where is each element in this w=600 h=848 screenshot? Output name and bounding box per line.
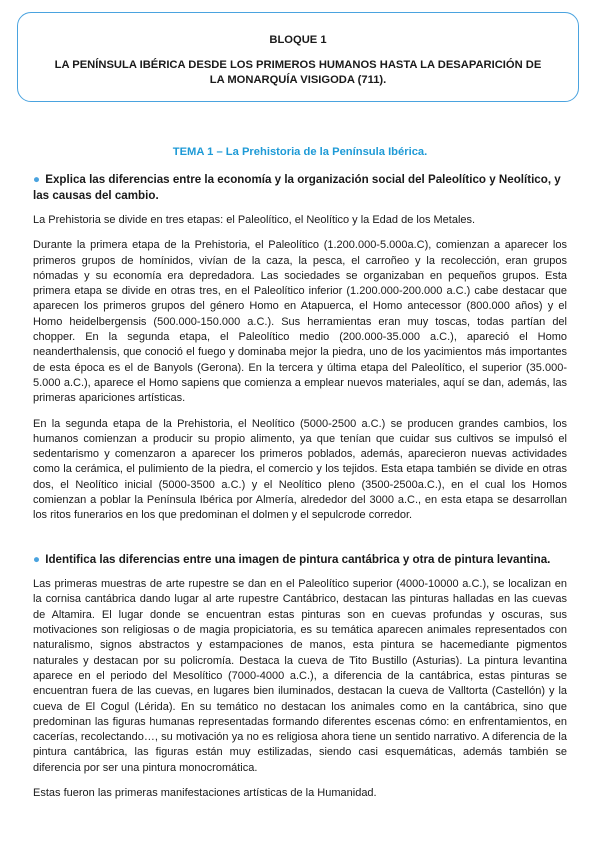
block-label: BLOQUE 1	[269, 34, 327, 46]
topic-title: TEMA 1 – La Prehistoria de la Península Ibérica.	[172, 146, 428, 158]
paragraph: Las primeras muestras de arte rupestre se dan en el Paleolítico superior (4000-10000 a.C.), se localizan en la cornisa cantábrica dando lugar al arte rupestre Cantábrico, destacan las pinturas halladas en las cuevas de Altamira. El lugar donde se encuentran estas pinturas son en cuevas profundas y oscuras, sus motivaciones son religiosas o de magia propiciatoria, es su temática aparecen animales representados con naturalismo, signos abstractos y estampaciones de manos, esta pintura se hacemediante pigmentos naturales y destacan por su policromía. Destaca la cueva de Tito Bustillo (Asturias). La pintura levantina aparece en el periodo del Mesolítico (7000-4000 a.C.), a diferencia de la cantábrica, estas pinturas se encuentran fuera de las cuevas, en lugares bien iluminados, destacan la cueva de Valltorta (Castellón) y la cueva de El Cogul (Lérida). En su temático no destacan los animales como en la cantábrica, sino que predominan las figuras humanas representadas formando diferentes escenas cómo: en enfrentamientos, en cacerías, recolectando…, su motivación ya no es religiosa ahora tiene un sentido narrativo. A diferencia de la pintura cantábrica, las figuras están muy estilizadas, siendo casi esquemáticas, además también se diferencia por ser una pintura monocromática.	[33, 578, 567, 774]
paragraph: Estas fueron las primeras manifestaciones artísticas de la Humanidad.	[33, 787, 377, 799]
document-body	[33, 172, 567, 811]
section-spacer	[33, 534, 567, 552]
question-2	[33, 552, 567, 568]
question-2-text: Identifica las diferencias entre una imagen de pintura cantábrica y otra de pintura levantina.	[45, 552, 551, 566]
paragraph: Durante la primera etapa de la Prehistoria, el Paleolítico (1.200.000-5.000a.C), comienzan a aparecer los primeros grupos de homínidos, vivían de la caza, la pesca, el carroñeo y la recolección, eran grupos nómadas y su economía era depredadora. Las sociedades se organizaban en pequeños grupos. Esta primera etapa se divide en otras tres, en el Paleolítico inferior (1.200.000-200.000 a.C.) cabe destacar que aparecen los primeros grupos del género Homo en Atapuerca, el Homo antecessor (800.000 años) y el Homo heidelbergensis (500.000-150.000 a.C.). Sus herramientas eran muy toscas, todas partían del chopper. En la segunda etapa, el Paleolítico medio (200.000-35.000 a.C.), apareció el Homo neanderthalensis, que conoció el fuego y dominaba mejor la piedra, uno de los yacimientos más importantes de esta época es el de Banyols (Gerona). En la tercera y última etapa del Paleolítico, el superior (35.000-5.000 a.C.), aparece el Homo sapiens que comienza a emplear nuevos materiales, aquí se dan, además, las primeras apariciones artísticas.	[33, 239, 567, 405]
paragraph: La Prehistoria se divide en tres etapas: el Paleolítico, el Neolítico y la Edad de los Metales.	[33, 214, 476, 226]
question-1	[33, 172, 567, 203]
block-header-box	[17, 12, 579, 102]
bullet-icon: ●	[33, 552, 41, 566]
question-1-text: Explica las diferencias entre la economía y la organización social del Paleolítico y Neolítico, y las causas del cambio.	[33, 173, 561, 202]
bullet-icon: ●	[33, 173, 41, 186]
block-title: LA PENÍNSULA IBÉRICA DESDE LOS PRIMEROS HUMANOS HASTA LA DESAPARICIÓN DE LA MONARQUÍA VISIGODA (711).	[54, 59, 542, 86]
paragraph: En la segunda etapa de la Prehistoria, el Neolítico (5000-2500 a.C.) se producen grandes cambios, los humanos comienzan a producir su propio alimento, ya que tenían que cuidar sus cultivos se impulsó el sedentarismo y comenzaron a aparecer los primeros poblados, además, aparecieron nuevas actividades como la cerámica, el pulimiento de la piedra, el comercio y los tejidos. Esta etapa también se divide en otras dos, el Neolítico inicial (5000-3500 a.C.) y el Neolítico pleno (3500-2500a.C.), en el cual los Homos comienzan a poblar la Península Ibérica por Almería, alrededor del 3000 a.C., en esta etapa se desarrollan los ritos funerarios en los que predominan el dolmen y el sepulcrode corredor.	[33, 417, 567, 522]
